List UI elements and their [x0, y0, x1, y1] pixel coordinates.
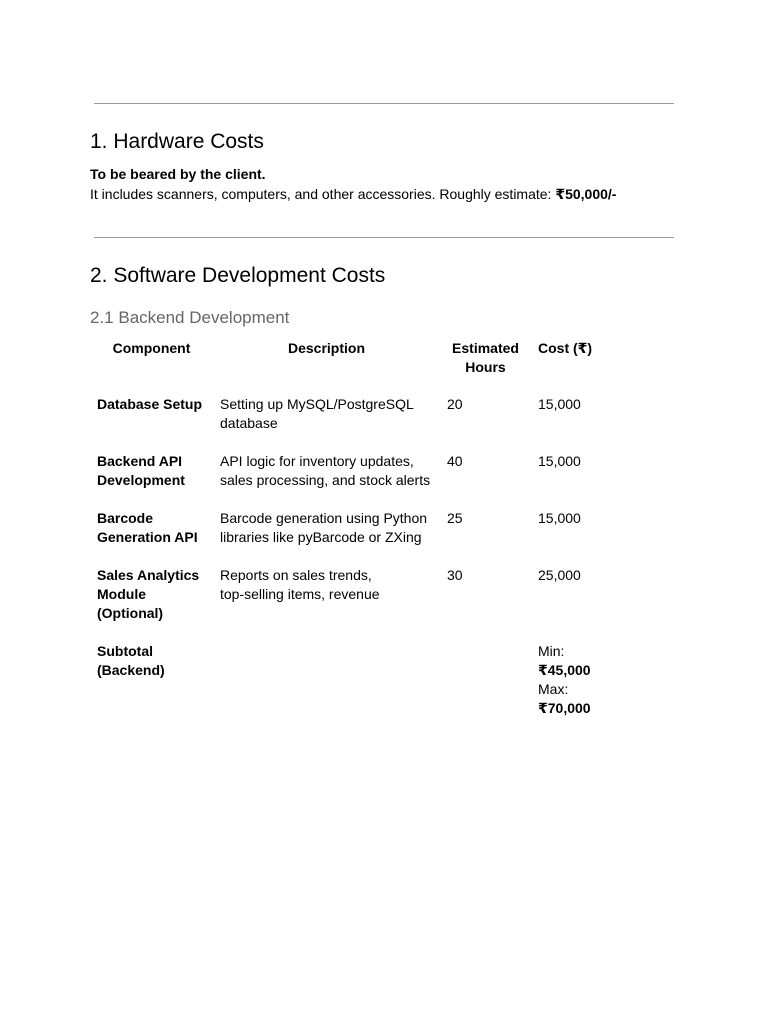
description-line: libraries like pyBarcode or ZXing	[220, 529, 422, 545]
cell-hours: 20	[447, 396, 463, 412]
table-row	[90, 560, 615, 636]
cell-description	[213, 389, 440, 446]
description-line: Reports on sales trends,	[220, 567, 372, 583]
backend-cost-table	[90, 333, 615, 731]
subtotal-max-value: ₹70,000	[538, 700, 591, 716]
cell-cost: 15,000	[538, 453, 581, 469]
cell-hours: 40	[447, 453, 463, 469]
cell-component	[90, 389, 213, 446]
cell-description	[213, 560, 440, 636]
description-line: Barcode generation using Python	[220, 510, 428, 526]
subtotal-row	[90, 636, 615, 731]
subtotal-hours-empty	[440, 636, 531, 731]
component-line: (Optional)	[97, 605, 164, 621]
subtotal-label	[90, 636, 213, 731]
description-line: API logic for inventory updates,	[220, 453, 414, 469]
cell-cost: 15,000	[538, 510, 581, 526]
cell-hours: 30	[447, 567, 463, 583]
subtotal-label-line: Subtotal	[97, 643, 153, 659]
component-line: Development	[97, 472, 185, 488]
column-header-component: Component	[112, 340, 191, 356]
subtotal-label-line: (Backend)	[97, 662, 165, 678]
table-row	[90, 389, 615, 446]
column-header-cost: Cost (₹)	[538, 340, 593, 356]
column-header-description: Description	[287, 340, 365, 356]
section-heading-hardware: 1. Hardware Costs	[90, 130, 264, 153]
table-header-row	[90, 333, 615, 389]
horizontal-divider	[94, 103, 674, 104]
subsection-heading-backend: 2.1 Backend Development	[90, 308, 290, 327]
cell-hours: 25	[447, 510, 463, 526]
component-line: Generation API	[97, 529, 198, 545]
horizontal-divider	[94, 237, 674, 238]
subtotal-min-label: Min:	[538, 643, 565, 659]
column-header-hours-line2: Hours	[465, 359, 506, 375]
table-row	[90, 446, 615, 503]
hardware-description-text: It includes scanners, computers, and other accessories. Roughly estimate:	[90, 186, 556, 202]
subtotal-cost	[531, 636, 615, 731]
hardware-estimate-value: ₹50,000/-	[555, 186, 617, 202]
subtotal-max-label: Max:	[538, 681, 569, 697]
cell-component	[90, 503, 213, 560]
column-header-hours-line1: Estimated	[452, 340, 519, 356]
cell-cost: 15,000	[538, 396, 581, 412]
column-header-hours	[440, 333, 531, 389]
hardware-description	[90, 185, 616, 203]
cell-cost: 25,000	[538, 567, 581, 583]
subtotal-description-empty	[213, 636, 440, 731]
cell-component	[90, 446, 213, 503]
component-line: Module	[97, 586, 146, 602]
component-line: Backend API	[97, 453, 183, 469]
component-line: Database Setup	[97, 396, 203, 412]
cell-component	[90, 560, 213, 636]
component-line: Barcode	[97, 510, 154, 526]
cell-description	[213, 503, 440, 560]
hardware-lead-text: To be beared by the client.	[90, 166, 266, 182]
component-line: Sales Analytics	[97, 567, 200, 583]
description-line: Setting up MySQL/PostgreSQL	[220, 396, 414, 412]
cell-description	[213, 446, 440, 503]
description-line: sales processing, and stock alerts	[220, 472, 431, 488]
table-body	[90, 389, 615, 731]
subtotal-min-value: ₹45,000	[538, 662, 591, 678]
description-line: database	[220, 415, 278, 431]
section-heading-software: 2. Software Development Costs	[90, 264, 386, 287]
description-line: top-selling items, revenue	[220, 586, 380, 602]
table-row	[90, 503, 615, 560]
